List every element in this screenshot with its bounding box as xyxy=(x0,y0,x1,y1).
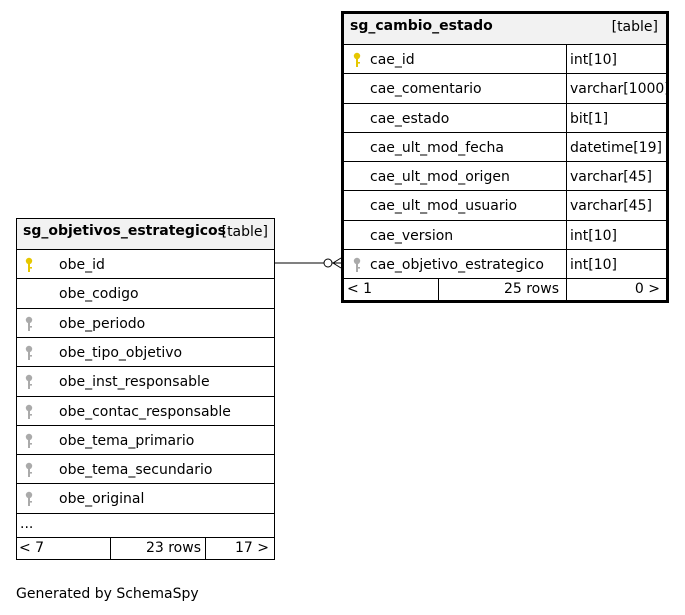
column-row[interactable] xyxy=(344,249,666,278)
column-row[interactable] xyxy=(344,132,666,161)
column-row[interactable] xyxy=(344,73,670,102)
table-sg-objetivos-estrategicos[interactable] xyxy=(16,218,275,560)
foreign-key-icon xyxy=(25,433,33,449)
column-name: obe_tema_secundario xyxy=(59,462,213,479)
row-count: 23 rows xyxy=(145,540,201,556)
column-type: varchar[45] xyxy=(570,198,652,215)
column-name: cae_objetivo_estrategico xyxy=(370,256,544,273)
column-type: bit[1] xyxy=(570,110,609,127)
column-name: obe_tipo_objetivo xyxy=(59,344,183,361)
column-name: cae_ult_mod_usuario xyxy=(370,198,518,215)
column-name: cae_id xyxy=(370,52,415,68)
row-count: 25 rows xyxy=(503,281,559,297)
column-row[interactable] xyxy=(17,483,274,512)
column-row[interactable] xyxy=(17,366,274,395)
column-row[interactable] xyxy=(17,337,274,366)
zero-cardinality-circle xyxy=(324,259,332,267)
crow-foot-upper xyxy=(333,258,341,263)
column-row[interactable] xyxy=(17,249,274,278)
children-count[interactable]: 0 > xyxy=(634,281,660,297)
table-footer xyxy=(344,278,666,300)
column-row[interactable] xyxy=(17,454,274,483)
table-type: [table] xyxy=(221,224,268,240)
table-header[interactable] xyxy=(17,219,274,249)
more-indicator: ... xyxy=(20,516,34,532)
column-type: int[10] xyxy=(570,52,617,68)
column-name: obe_periodo xyxy=(59,315,146,332)
crow-foot-lower xyxy=(333,263,341,268)
table-type: [table] xyxy=(611,19,658,35)
column-name: cae_estado xyxy=(370,110,450,127)
foreign-key-icon xyxy=(25,316,33,332)
column-name: obe_id xyxy=(59,257,105,273)
column-name: cae_version xyxy=(370,227,454,244)
column-name: cae_ult_mod_origen xyxy=(370,169,510,185)
children-count[interactable]: 17 > xyxy=(235,540,269,556)
parents-count[interactable]: < 1 xyxy=(347,281,373,297)
column-name: cae_ult_mod_fecha xyxy=(370,139,504,156)
column-type: int[10] xyxy=(570,227,617,244)
column-name: obe_codigo xyxy=(59,286,139,303)
parents-count[interactable]: < 7 xyxy=(19,540,45,556)
table-sg-cambio-estado[interactable] xyxy=(341,11,669,303)
column-type: varchar[45] xyxy=(570,169,652,185)
foreign-key-icon xyxy=(25,462,33,478)
column-name: cae_comentario xyxy=(370,81,482,98)
table-footer xyxy=(17,537,274,559)
column-type: int[10] xyxy=(570,256,617,273)
column-row[interactable] xyxy=(344,44,666,73)
foreign-key-icon xyxy=(353,257,361,273)
table-name: sg_objetivos_estrategicos xyxy=(23,223,226,239)
column-type: datetime[19] xyxy=(570,139,662,156)
foreign-key-icon xyxy=(25,374,33,390)
column-name: obe_original xyxy=(59,491,145,508)
foreign-key-icon xyxy=(25,491,33,507)
column-row[interactable] xyxy=(17,425,274,454)
generated-by-footer: Generated by SchemaSpy xyxy=(16,586,199,602)
column-name: obe_contac_responsable xyxy=(59,403,231,420)
column-row[interactable] xyxy=(17,396,274,425)
table-more-row xyxy=(17,513,274,537)
foreign-key-icon xyxy=(25,404,33,420)
column-name: obe_tema_primario xyxy=(59,432,195,449)
column-name: obe_inst_responsable xyxy=(59,374,210,391)
column-row[interactable] xyxy=(344,190,666,219)
column-row[interactable] xyxy=(17,308,274,337)
primary-key-icon xyxy=(25,257,33,273)
column-row[interactable] xyxy=(344,161,666,190)
foreign-key-icon xyxy=(25,345,33,361)
column-row[interactable] xyxy=(17,278,274,307)
table-name: sg_cambio_estado xyxy=(350,18,493,34)
column-type: varchar[1000] xyxy=(570,81,670,98)
table-header[interactable] xyxy=(344,14,666,44)
column-row[interactable] xyxy=(344,220,666,249)
primary-key-icon xyxy=(353,52,361,68)
column-row[interactable] xyxy=(344,103,666,132)
